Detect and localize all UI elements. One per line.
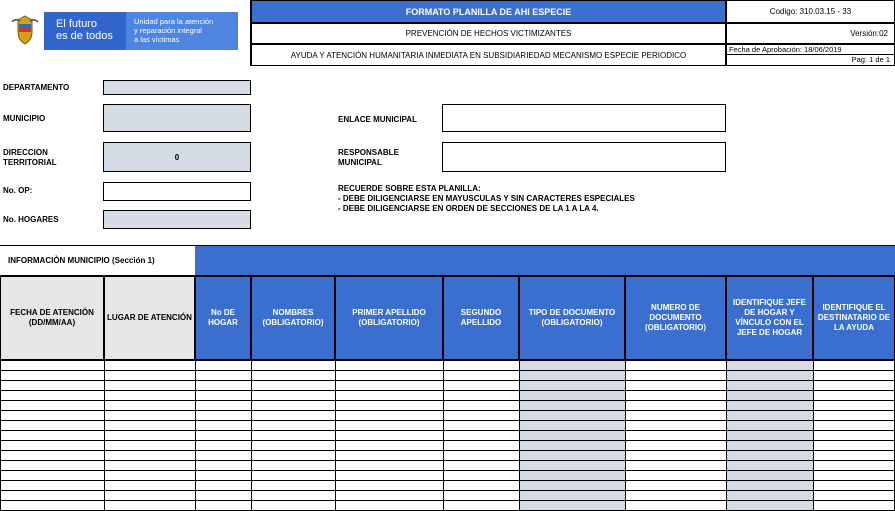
logo-entity-box (126, 12, 238, 50)
responsable-label-2: MUNICIPAL (338, 158, 382, 167)
notice-line-2: - DEBE DILIGENCIARSE EN ORDEN DE SECCIONES DE LA 1 A LA 4. (338, 204, 599, 213)
responsable-field[interactable] (442, 142, 726, 172)
table-row-line (0, 490, 895, 491)
logo-entity-3: a las víctimas (134, 35, 180, 44)
table-row-line (0, 370, 895, 371)
section-blue-band (195, 246, 895, 275)
col-segundo-apellido: SEGUNDO APELLIDO (443, 276, 519, 360)
table-row-line (0, 410, 895, 411)
table-row-line (0, 400, 895, 401)
direccion-label (3, 148, 57, 168)
departamento-label: DEPARTAMENTO (3, 83, 70, 92)
col-jefe-hogar: IDENTIFIQUE JEFE DE HOGAR Y VÍNCULO CON EL JEFE DE HOGAR (726, 276, 813, 360)
section-title: INFORMACIÒN MUNICIPIO (Sección 1) (8, 256, 155, 265)
responsable-label (338, 148, 399, 168)
form-code: Codigo: 310.03.15 - 33 (726, 0, 895, 23)
col-nombres: NOMBRES (OBLIGATORIO) (251, 276, 335, 360)
notice-block (338, 184, 635, 214)
colombia-seal-icon (6, 12, 44, 50)
table-row-line (0, 440, 895, 441)
table-row-line (0, 500, 895, 501)
column-line (335, 360, 336, 511)
form-description: AYUDA Y ATENCIÓN HUMANITARIA INMEDIATA EN SUBSIDIARIEDAD MECANISMO ESPECIE PERIODICO (251, 44, 726, 66)
column-line (443, 360, 444, 511)
form-version: Versión:02 (726, 23, 895, 44)
column-line (625, 360, 626, 511)
table-row-line (0, 430, 895, 431)
enlace-field[interactable] (442, 104, 726, 132)
direccion-field[interactable]: 0 (103, 142, 251, 172)
departamento-field[interactable] (103, 80, 251, 95)
table-row-line (0, 470, 895, 471)
table-row-line (0, 360, 895, 361)
col-no-hogar: No DE HOGAR (195, 276, 251, 360)
col-numero-documento: NUMERO DE DOCUMENTO (OBLIGATORIO) (625, 276, 726, 360)
logo-tagline-box (44, 12, 126, 50)
responsable-label-1: RESPONSABLE (338, 148, 399, 157)
col-destinatario: IDENTIFIQUE EL DESTINATARIO DE LA AYUDA (813, 276, 895, 360)
table-row-line (0, 460, 895, 461)
municipio-field[interactable] (103, 104, 251, 132)
col-fecha: FECHA DE ATENCIÓN (DD/MM/AA) (0, 276, 104, 360)
logo-tagline-1: El futuro (56, 18, 97, 30)
table-row-line (0, 390, 895, 391)
direccion-label-1: DIRECCION (3, 148, 48, 157)
col-lugar: LUGAR DE ATENCIÓN (104, 276, 195, 360)
hogares-label: No. HOGARES (3, 215, 59, 224)
table-row-line (0, 420, 895, 421)
hogares-field[interactable] (103, 210, 251, 229)
form-title: FORMATO PLANILLA DE AHI ESPECIE (251, 0, 726, 23)
table-row-line (0, 480, 895, 481)
op-label: No. OP: (3, 186, 33, 195)
column-line (0, 360, 1, 511)
shaded-column (727, 360, 813, 511)
table-row-line (0, 450, 895, 451)
shaded-column (520, 360, 625, 511)
column-line (104, 360, 105, 511)
column-line (195, 360, 196, 511)
logo-tagline-2: es de todos (56, 30, 113, 42)
column-line (519, 360, 520, 511)
logo-entity-2: y reparación integral (134, 26, 202, 35)
col-primer-apellido: PRIMER APELLIDO (OBLIGATORIO) (335, 276, 443, 360)
approval-date: Fecha de Aprobación: 18/06/2019 (726, 44, 895, 55)
direccion-label-2: TERRITORIAL (3, 158, 57, 167)
logo-block (6, 12, 238, 50)
logo-entity-1: Unidad para la atención (134, 17, 214, 26)
column-line (813, 360, 814, 511)
notice-title: RECUERDE SOBRE ESTA PLANILLA: (338, 184, 481, 193)
col-tipo-documento: TIPO DE DOCUMENTO (OBLIGATORIO) (519, 276, 625, 360)
page-number: Pag: 1 de 1 (726, 55, 895, 66)
enlace-label: ENLACE MUNICIPAL (338, 115, 417, 124)
form-subtitle: PREVENCIÓN DE HECHOS VICTIMIZANTES (251, 23, 726, 44)
column-line (251, 360, 252, 511)
notice-line-1: - DEBE DILIGENCIARSE EN MAYUSCULAS Y SIN CARACTERES ESPECIALES (338, 194, 635, 203)
municipio-label: MUNICIPIO (3, 114, 46, 123)
op-field[interactable] (103, 182, 251, 201)
column-line (726, 360, 727, 511)
table-row-line (0, 380, 895, 381)
